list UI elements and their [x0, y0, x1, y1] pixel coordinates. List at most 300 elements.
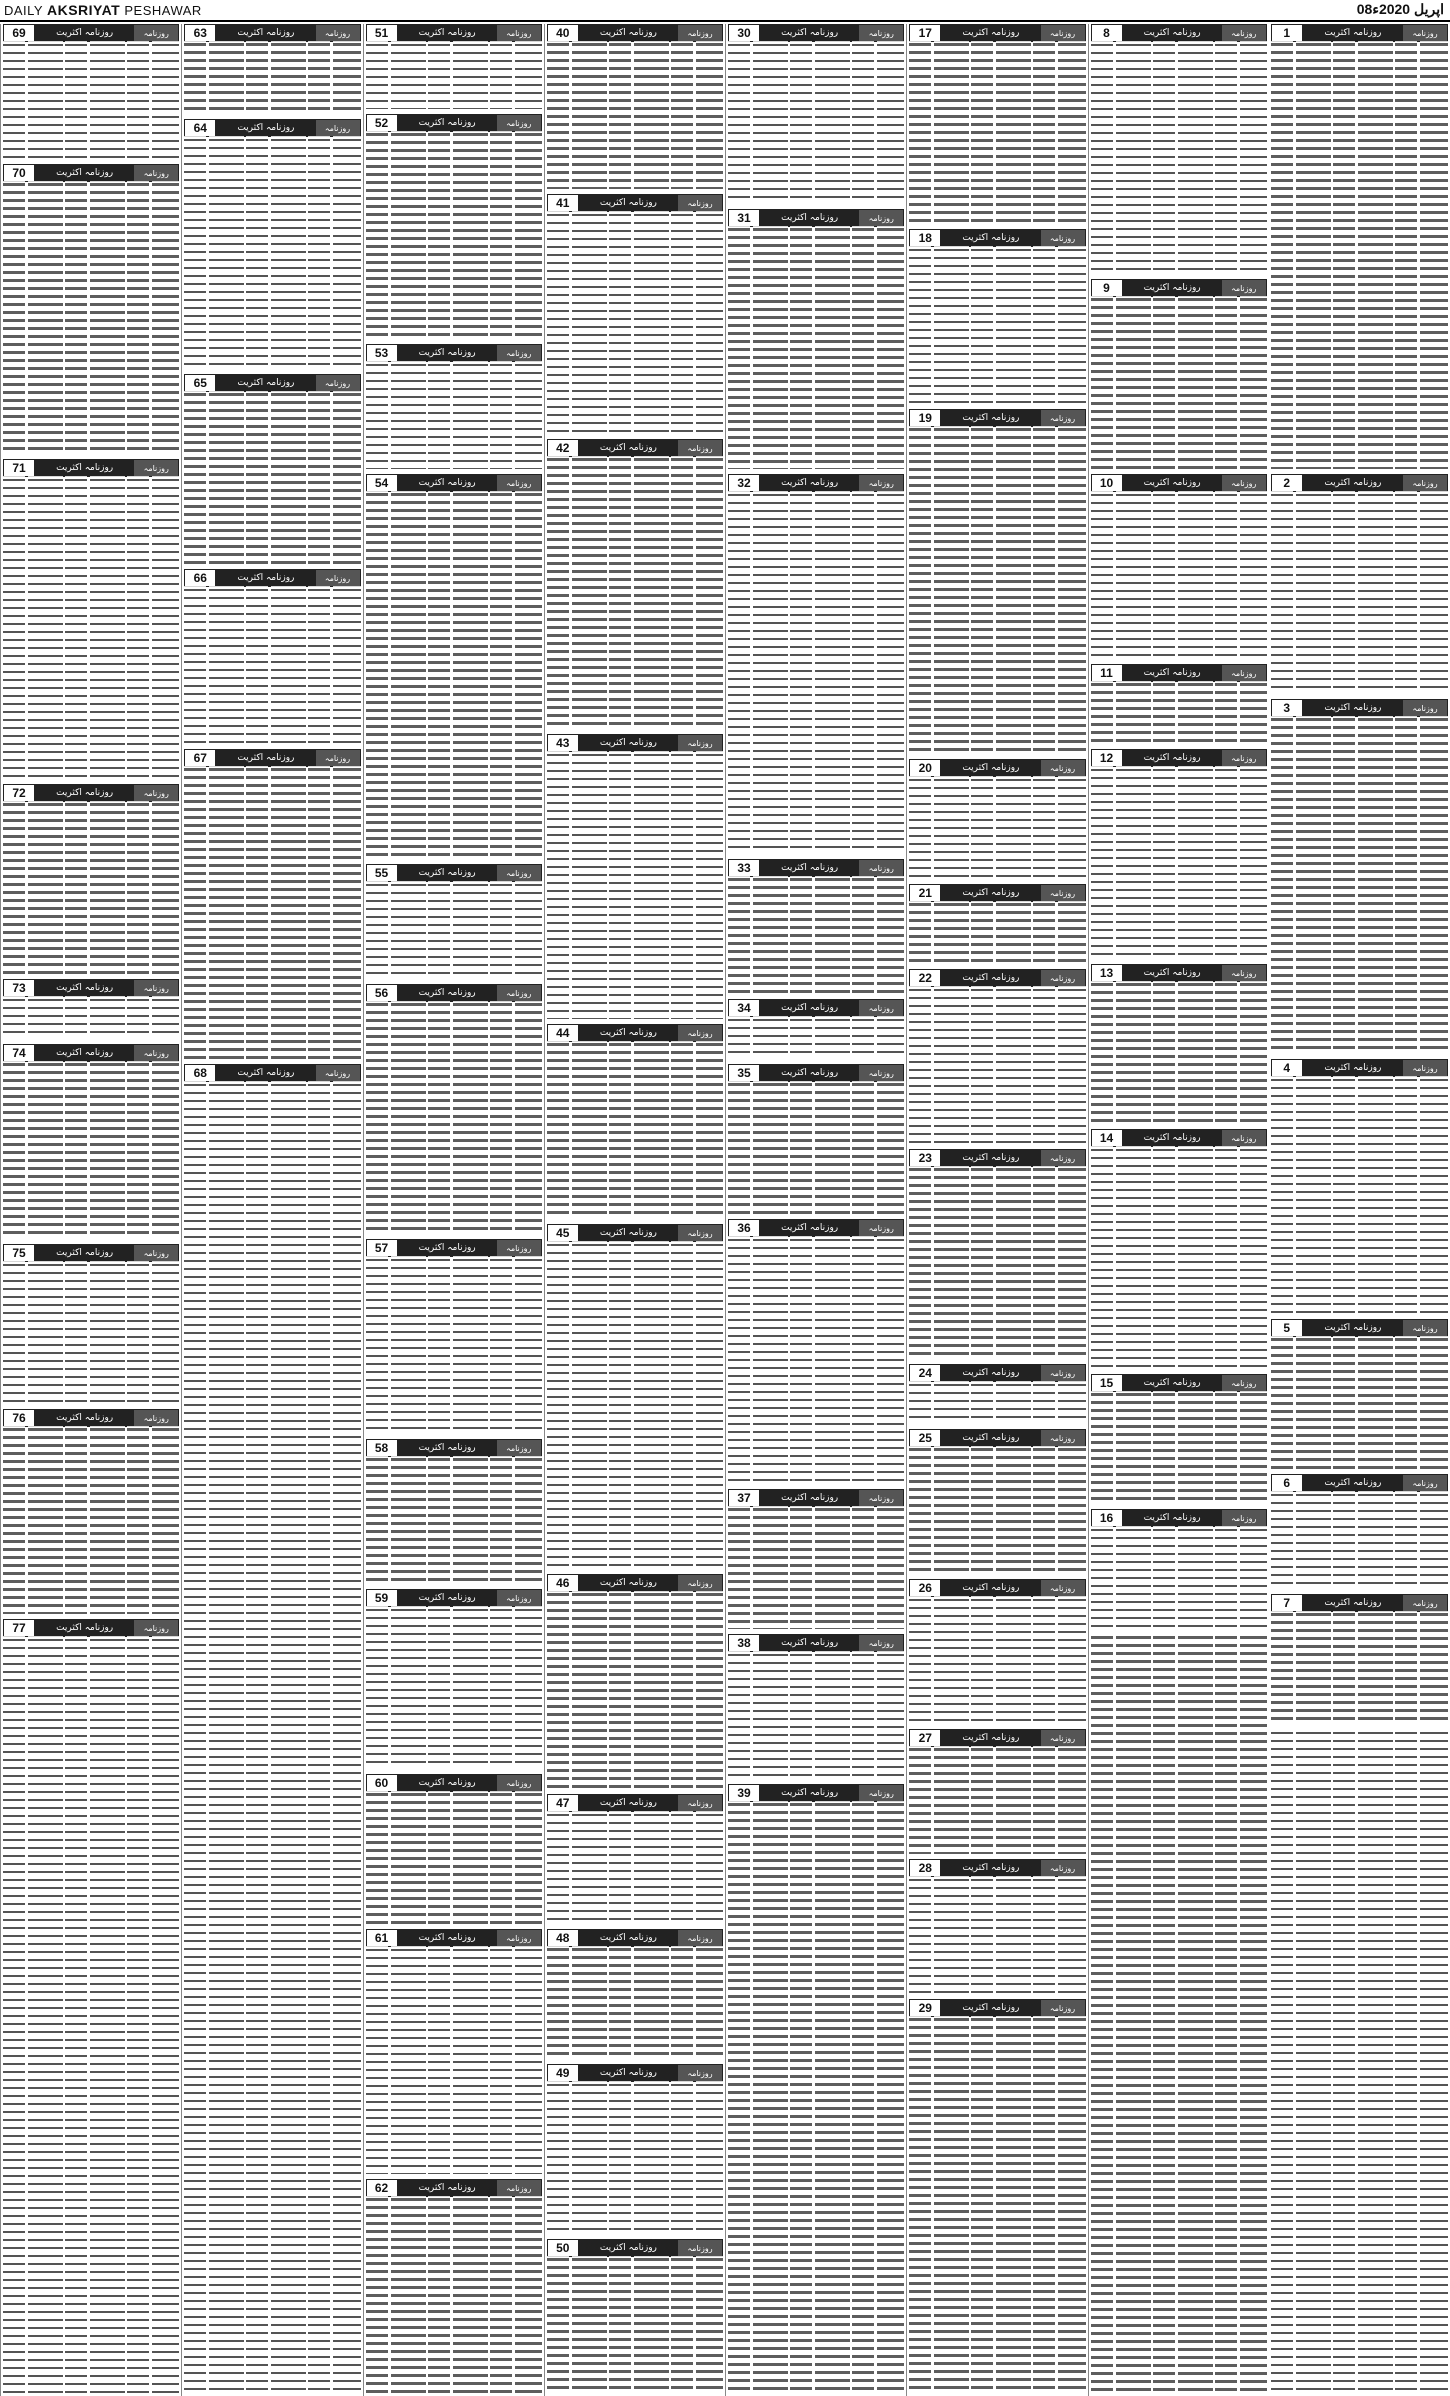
- ad-label: روزنامہ اکثریت: [1123, 750, 1222, 766]
- ad-body-text: [1271, 491, 1448, 694]
- ad-label: روزنامہ اکثریت: [579, 440, 678, 456]
- ad-label: روزنامہ اکثریت: [941, 1860, 1040, 1876]
- ad-header: [728, 1489, 904, 1507]
- ad-number: 12: [1092, 750, 1123, 766]
- ad-body-text: [366, 1256, 542, 1434]
- ad-header: [3, 164, 179, 182]
- ad-number: 58: [367, 1440, 398, 1456]
- ad-body-text: [728, 1081, 904, 1214]
- ad-number: 13: [1092, 965, 1123, 981]
- ad-body-text: [547, 751, 723, 1019]
- ad-header: [366, 984, 542, 1002]
- issue-date: 08اپریل 2020ء: [1356, 1, 1444, 17]
- ad-header: [3, 24, 179, 42]
- ad-header: [3, 1619, 179, 1637]
- ad-tag: روزنامہ: [1403, 700, 1447, 716]
- ad-number: 67: [185, 750, 216, 766]
- ad-number: 7: [1272, 1595, 1303, 1611]
- ad-label: روزنامہ اکثریت: [941, 1365, 1040, 1381]
- classified-ad: [3, 459, 179, 779]
- ad-label: روزنامہ اکثریت: [579, 1575, 678, 1591]
- ad-label: روزنامہ اکثریت: [941, 25, 1040, 41]
- ad-tag: روزنامہ: [1222, 280, 1266, 296]
- classified-ad: [909, 409, 1085, 754]
- ad-tag: روزنامہ: [134, 1620, 178, 1636]
- ad-tag: روزنامہ: [859, 210, 903, 226]
- ad-body-text: [1091, 681, 1267, 744]
- ad-header: [547, 734, 723, 752]
- ad-number: 49: [548, 2065, 579, 2081]
- ad-tag: روزنامہ: [678, 1225, 722, 1241]
- ad-tag: روزنامہ: [316, 750, 360, 766]
- ad-body-text: [1271, 1491, 1448, 1589]
- ad-label: روزنامہ اکثریت: [1303, 1060, 1403, 1076]
- ad-body-text: [1271, 716, 1448, 1054]
- ad-tag: روزنامہ: [1041, 885, 1085, 901]
- ad-number: 64: [185, 120, 216, 136]
- ad-number: 22: [910, 970, 941, 986]
- ad-label: روزنامہ اکثریت: [760, 1490, 859, 1506]
- masthead: [0, 0, 1450, 22]
- ad-label: روزنامہ اکثریت: [35, 25, 134, 41]
- ad-header: [547, 2064, 723, 2082]
- ad-number: 43: [548, 735, 579, 751]
- ad-label: روزنامہ اکثریت: [35, 1620, 134, 1636]
- ad-body-text: [909, 901, 1085, 964]
- classified-ad: [728, 1489, 904, 1629]
- ad-number: 57: [367, 1240, 398, 1256]
- classified-ad: [1271, 24, 1448, 469]
- ad-label: روزنامہ اکثریت: [398, 25, 497, 41]
- ad-tag: روزنامہ: [134, 1045, 178, 1061]
- ad-body-text: [909, 986, 1085, 1144]
- ad-label: روزنامہ اکثریت: [1123, 1130, 1222, 1146]
- classified-ad: [909, 24, 1085, 224]
- ad-number: 28: [910, 1860, 941, 1876]
- ad-label: روزنامہ اکثریت: [1303, 1595, 1403, 1611]
- ad-body-text: [547, 2256, 723, 2394]
- ad-body-text: [1091, 1526, 1267, 1629]
- ad-header: [1271, 24, 1448, 42]
- classified-ad: [728, 1064, 904, 1214]
- ad-body-text: [3, 801, 179, 974]
- ad-label: روزنامہ اکثریت: [35, 1245, 134, 1261]
- ad-number: 44: [548, 1025, 579, 1041]
- ad-body-text: [366, 1001, 542, 1234]
- ad-header: [728, 1784, 904, 1802]
- classified-ad: [547, 439, 723, 729]
- ad-header: [184, 749, 360, 767]
- ad-label: روزنامہ اکثریت: [579, 1795, 678, 1811]
- ad-body-text: [366, 41, 542, 109]
- ad-tag: روزنامہ: [497, 1440, 541, 1456]
- ad-body-text: [728, 1651, 904, 1779]
- ad-header: [547, 1024, 723, 1042]
- ad-tag: روزنامہ: [134, 25, 178, 41]
- classified-ad: [184, 24, 360, 114]
- ad-tag: روزنامہ: [497, 1240, 541, 1256]
- ad-number: 18: [910, 230, 941, 246]
- ad-body-text: [3, 996, 179, 1039]
- ad-body-text: [547, 1811, 723, 1924]
- ad-tag: روزنامہ: [1222, 1130, 1266, 1146]
- ad-number: 15: [1092, 1375, 1123, 1391]
- ad-header: [366, 1929, 542, 1947]
- classified-ad: [909, 1729, 1085, 1854]
- ad-header: [909, 884, 1085, 902]
- ad-header: [909, 229, 1085, 247]
- ad-tag: روزنامہ: [134, 785, 178, 801]
- ad-body-text: [728, 1506, 904, 1629]
- ad-label: روزنامہ اکثریت: [398, 115, 497, 131]
- ad-number: 71: [4, 460, 35, 476]
- ad-number: 73: [4, 980, 35, 996]
- ad-tag: روزنامہ: [1403, 1320, 1447, 1336]
- classified-ad: [1091, 1129, 1267, 1369]
- classified-ad: [1091, 749, 1267, 959]
- ad-header: [366, 1589, 542, 1607]
- ad-number: 39: [729, 1785, 760, 1801]
- ad-label: روزنامہ اکثریت: [941, 1150, 1040, 1166]
- ad-label: روزنامہ اکثریت: [35, 460, 134, 476]
- ad-header: [3, 1044, 179, 1062]
- ad-body-text: [366, 1946, 542, 2174]
- ad-header: [909, 1579, 1085, 1597]
- ad-tag: روزنامہ: [1403, 475, 1447, 491]
- ad-header: [1091, 1129, 1267, 1147]
- classified-ad: [184, 119, 360, 369]
- classified-ad: [547, 194, 723, 434]
- classified-ad: [1091, 664, 1267, 744]
- ad-column: [0, 24, 181, 2396]
- ad-body-text: [366, 131, 542, 339]
- ad-tag: روزنامہ: [497, 345, 541, 361]
- classified-ad: [909, 1429, 1085, 1574]
- classified-ad: [909, 1999, 1085, 2394]
- ad-tag: روزنامہ: [1403, 1595, 1447, 1611]
- ad-header: [1091, 279, 1267, 297]
- ad-header: [1271, 1059, 1448, 1077]
- classified-ad: [1271, 474, 1448, 694]
- classified-ad: [3, 1044, 179, 1239]
- ad-label: روزنامہ اکثریت: [398, 1590, 497, 1606]
- ad-body-text: [3, 1261, 179, 1404]
- ad-number: 63: [185, 25, 216, 41]
- ad-header: [547, 439, 723, 457]
- ad-header: [1091, 749, 1267, 767]
- ad-number: 48: [548, 1930, 579, 1946]
- ad-label: روزنامہ اکثریت: [760, 1220, 859, 1236]
- ad-label: روزنامہ اکثریت: [398, 985, 497, 1001]
- ad-tag: روزنامہ: [678, 1575, 722, 1591]
- ad-number: 70: [4, 165, 35, 181]
- classified-ad: [728, 24, 904, 204]
- ad-label: روزنامہ اکثریت: [760, 210, 859, 226]
- ad-tag: روزنامہ: [1041, 1730, 1085, 1746]
- ad-label: روزنامہ اکثریت: [398, 1240, 497, 1256]
- ad-header: [3, 784, 179, 802]
- ad-body-text: [728, 876, 904, 994]
- ad-body-text: [3, 1426, 179, 1614]
- ad-tag: روزنامہ: [859, 860, 903, 876]
- ad-number: 41: [548, 195, 579, 211]
- classified-ad: [3, 1409, 179, 1614]
- ad-label: روزنامہ اکثریت: [1123, 1510, 1222, 1526]
- ad-number: 20: [910, 760, 941, 776]
- ad-tag: روزنامہ: [497, 1590, 541, 1606]
- classified-ad: [366, 1929, 542, 2174]
- classified-ad: [909, 1364, 1085, 1424]
- classified-ad: [366, 1439, 542, 1584]
- ad-number: 21: [910, 885, 941, 901]
- ad-header: [1091, 24, 1267, 42]
- ad-tag: روزنامہ: [1041, 2000, 1085, 2016]
- ad-tag: روزنامہ: [1041, 230, 1085, 246]
- ad-header: [366, 2179, 542, 2197]
- ad-body-text: [1271, 1611, 1448, 1724]
- ad-number: 1: [1272, 25, 1303, 41]
- ad-label: روزنامہ اکثریت: [941, 760, 1040, 776]
- ad-header: [366, 114, 542, 132]
- ad-number: 30: [729, 25, 760, 41]
- ad-label: روزنامہ اکثریت: [941, 1580, 1040, 1596]
- ad-body-text: [909, 1381, 1085, 1424]
- classified-ad: [184, 1064, 360, 2394]
- ad-tag: روزنامہ: [678, 2065, 722, 2081]
- ad-number: 23: [910, 1150, 941, 1166]
- ad-number: 56: [367, 985, 398, 1001]
- ad-body-text: [728, 226, 904, 469]
- ad-number: 45: [548, 1225, 579, 1241]
- classified-ad: [3, 24, 179, 159]
- ad-body-text: [366, 361, 542, 469]
- classified-ad: [3, 784, 179, 974]
- ad-column: [363, 24, 544, 2396]
- ad-tag: روزنامہ: [497, 1930, 541, 1946]
- classified-ad: [547, 1794, 723, 1924]
- ad-header: [547, 1224, 723, 1242]
- classified-ad: [1091, 1374, 1267, 1504]
- ad-header: [547, 24, 723, 42]
- ad-number: 76: [4, 1410, 35, 1426]
- ad-header: [728, 209, 904, 227]
- ad-number: 68: [185, 1065, 216, 1081]
- ad-label: روزنامہ اکثریت: [1303, 475, 1403, 491]
- classified-ad: [366, 1774, 542, 1924]
- ad-number: 50: [548, 2240, 579, 2256]
- ad-body-text: [728, 1801, 904, 2394]
- ad-body-text: [909, 1876, 1085, 1994]
- ad-number: 24: [910, 1365, 941, 1381]
- ad-label: روزنامہ اکثریت: [216, 25, 315, 41]
- classified-ad: [1271, 699, 1448, 1054]
- ad-number: 26: [910, 1580, 941, 1596]
- ad-number: 54: [367, 475, 398, 491]
- ad-label: روزنامہ اکثریت: [35, 980, 134, 996]
- ad-column: [544, 24, 725, 2396]
- ad-tag: روزنامہ: [134, 460, 178, 476]
- ad-number: 3: [1272, 700, 1303, 716]
- ad-body-text: [1091, 766, 1267, 959]
- classified-ad: [728, 859, 904, 994]
- ad-number: 11: [1092, 665, 1123, 681]
- ad-body-text: [184, 41, 360, 114]
- ad-header: [1271, 1474, 1448, 1492]
- ad-number: 59: [367, 1590, 398, 1606]
- ad-number: 37: [729, 1490, 760, 1506]
- city-label: PESHAWAR: [124, 3, 202, 18]
- ad-tag: روزنامہ: [859, 1785, 903, 1801]
- ad-tag: روزنامہ: [316, 25, 360, 41]
- ad-label: روزنامہ اکثریت: [941, 885, 1040, 901]
- classified-ad: [366, 344, 542, 469]
- ad-body-text: [3, 1061, 179, 1239]
- ad-tag: روزنامہ: [1041, 1430, 1085, 1446]
- ad-header: [728, 859, 904, 877]
- ad-label: روزنامہ اکثریت: [35, 165, 134, 181]
- ad-tag: روزنامہ: [859, 1000, 903, 1016]
- classified-ad: [909, 759, 1085, 879]
- classified-ad: [728, 1784, 904, 2394]
- ad-body-text: [3, 476, 179, 779]
- ad-header: [1271, 474, 1448, 492]
- ad-label: روزنامہ اکثریت: [941, 410, 1040, 426]
- ad-header: [728, 24, 904, 42]
- classified-ad: [909, 1579, 1085, 1724]
- ad-body-text: [184, 136, 360, 369]
- ad-body-text: [1091, 41, 1267, 274]
- classified-ad: [909, 1859, 1085, 1994]
- ad-label: روزنامہ اکثریت: [35, 785, 134, 801]
- ad-header: [909, 409, 1085, 427]
- ad-body-text: [547, 211, 723, 434]
- ad-tag: روزنامہ: [1403, 1475, 1447, 1491]
- ad-label: روزنامہ اکثریت: [760, 475, 859, 491]
- ad-body-text: [1091, 1391, 1267, 1504]
- ad-number: 65: [185, 375, 216, 391]
- classified-ad: [909, 1149, 1085, 1359]
- ad-tag: روزنامہ: [316, 570, 360, 586]
- ad-number: 25: [910, 1430, 941, 1446]
- classified-ad: [547, 24, 723, 189]
- ad-number: 14: [1092, 1130, 1123, 1146]
- ad-body-text: [547, 2081, 723, 2234]
- classified-ad: [1091, 24, 1267, 274]
- ad-tag: روزنامہ: [678, 1795, 722, 1811]
- ad-header: [909, 1149, 1085, 1167]
- ad-tag: روزنامہ: [497, 115, 541, 131]
- ad-tag: روزنامہ: [1041, 760, 1085, 776]
- ad-label: روزنامہ اکثریت: [1123, 25, 1222, 41]
- ad-body-text: [184, 391, 360, 564]
- ad-label: روزنامہ اکثریت: [760, 1785, 859, 1801]
- ad-header: [547, 1794, 723, 1812]
- ad-number: 75: [4, 1245, 35, 1261]
- ad-tag: روزنامہ: [678, 195, 722, 211]
- ad-body-text: [909, 1596, 1085, 1724]
- ad-body-text: [1091, 491, 1267, 659]
- classified-ad: [3, 1244, 179, 1404]
- ad-number: 33: [729, 860, 760, 876]
- ad-tag: روزنامہ: [1222, 965, 1266, 981]
- ad-number: 6: [1272, 1475, 1303, 1491]
- ad-label: روزنامہ اکثریت: [941, 2000, 1040, 2016]
- classified-ad: [366, 1239, 542, 1434]
- ad-number: 19: [910, 410, 941, 426]
- ad-body-text: [547, 41, 723, 189]
- ad-label: روزنامہ اکثریت: [1123, 665, 1222, 681]
- classified-ad: [547, 2239, 723, 2394]
- ad-number: 17: [910, 25, 941, 41]
- ad-header: [547, 1574, 723, 1592]
- ad-tag: روزنامہ: [1222, 25, 1266, 41]
- ad-body-text: [909, 1446, 1085, 1574]
- ad-tag: روزنامہ: [134, 980, 178, 996]
- ad-number: 55: [367, 865, 398, 881]
- ad-header: [366, 864, 542, 882]
- ad-number: 27: [910, 1730, 941, 1746]
- ad-body-text: [547, 1591, 723, 1789]
- ad-tag: روزنامہ: [497, 1775, 541, 1791]
- ad-number: 66: [185, 570, 216, 586]
- classified-ad: [184, 569, 360, 744]
- classified-ad: [909, 969, 1085, 1144]
- ad-tag: روزنامہ: [1041, 1150, 1085, 1166]
- ad-tag: روزنامہ: [1222, 665, 1266, 681]
- ad-tag: روزنامہ: [678, 25, 722, 41]
- ad-body-text: [728, 491, 904, 854]
- ad-header: [547, 194, 723, 212]
- ad-label: روزنامہ اکثریت: [760, 1000, 859, 1016]
- ad-body-text: [1271, 1336, 1448, 1469]
- ad-label: روزنامہ اکثریت: [216, 750, 315, 766]
- ad-header: [909, 759, 1085, 777]
- ad-tag: روزنامہ: [859, 1065, 903, 1081]
- classified-ad: [366, 114, 542, 339]
- ad-body-text: [366, 2196, 542, 2394]
- ad-column: [906, 24, 1087, 2396]
- ad-header: [728, 474, 904, 492]
- ad-header: [909, 1364, 1085, 1382]
- classified-ad: [1271, 1594, 1448, 1724]
- ad-header: [1091, 664, 1267, 682]
- ad-header: [366, 1439, 542, 1457]
- ad-header: [3, 979, 179, 997]
- newspaper-title: [4, 2, 202, 18]
- ad-body-text: [909, 776, 1085, 879]
- ad-number: 38: [729, 1635, 760, 1651]
- ad-label: روزنامہ اکثریت: [579, 2065, 678, 2081]
- ad-body-text: [909, 426, 1085, 754]
- ad-body-text: [547, 1946, 723, 2059]
- ad-number: 5: [1272, 1320, 1303, 1336]
- ad-label: روزنامہ اکثریت: [398, 2180, 497, 2196]
- classified-ad: [1091, 474, 1267, 659]
- ad-body-text: [728, 41, 904, 204]
- ad-header: [366, 344, 542, 362]
- ad-label: روزنامہ اکثریت: [941, 230, 1040, 246]
- ad-column: [181, 24, 362, 2396]
- ad-number: 34: [729, 1000, 760, 1016]
- ad-body-text: [366, 881, 542, 979]
- classified-ad: [366, 864, 542, 979]
- ad-number: 36: [729, 1220, 760, 1236]
- ad-tag: روزنامہ: [859, 475, 903, 491]
- ad-label: روزنامہ اکثریت: [579, 195, 678, 211]
- ad-tag: روزنامہ: [497, 985, 541, 1001]
- ad-body-text: [184, 586, 360, 744]
- classified-ad: [1091, 964, 1267, 1124]
